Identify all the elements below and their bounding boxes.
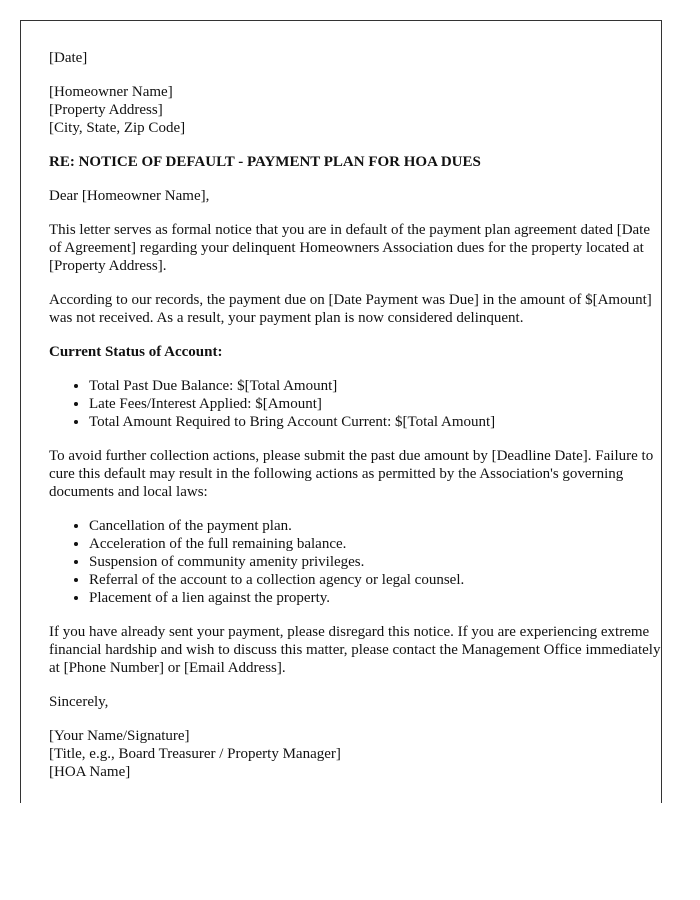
- date: [Date]: [49, 50, 88, 66]
- signature-title: [Title, e.g., Board Treasurer / Property Manager]: [49, 746, 341, 762]
- recipient-address: [Property Address]: [49, 102, 163, 118]
- list-item: • Placement of a lien against the property.: [89, 589, 661, 607]
- list-item: • Late Fees/Interest Applied: $[Amount]: [89, 395, 661, 413]
- list-item: • Referral of the account to a collection agency or legal counsel.: [89, 571, 661, 589]
- status-heading: Current Status of Account:: [49, 344, 223, 360]
- signature-name: [Your Name/Signature]: [49, 728, 190, 744]
- signature-hoa: [HOA Name]: [49, 764, 131, 780]
- paragraph-collection-actions: To avoid further collection actions, please submit the past due amount by [Deadline Date]. Failure to cure this default may result in the following actions as permitted by the Association's governing documents and local laws:: [49, 448, 654, 500]
- paragraph-missed-payment: According to our records, the payment due on [Date Payment was Due] in the amount of $[Amount] was not received. As a result, your payment plan is now considered delinquent.: [49, 292, 652, 326]
- paragraph-default-notice: This letter serves as formal notice that you are in default of the payment plan agreement dated [Date of Agreement] regarding your delinquent Homeowners Association dues for the property located at [Property Address].: [49, 222, 651, 274]
- recipient-city: [City, State, Zip Code]: [49, 120, 186, 136]
- letter-page: [20, 20, 662, 803]
- list-item: • Cancellation of the payment plan.: [89, 517, 661, 535]
- recipient-block: [49, 83, 661, 137]
- recipient-name: [Homeowner Name]: [49, 84, 173, 100]
- actions-list: [49, 517, 661, 607]
- paragraph-contact: If you have already sent your payment, please disregard this notice. If you are experiencing extreme financial hardship and wish to discuss this matter, please contact the Management Office immediately at [Phone Number] or [Email Address].: [49, 624, 661, 676]
- closing: Sincerely,: [49, 694, 109, 710]
- signature-block: [49, 727, 661, 781]
- salutation: Dear [Homeowner Name],: [49, 188, 210, 204]
- list-item: • Acceleration of the full remaining balance.: [89, 535, 661, 553]
- subject-line: RE: NOTICE OF DEFAULT - PAYMENT PLAN FOR HOA DUES: [49, 154, 481, 170]
- list-item: • Suspension of community amenity privileges.: [89, 553, 661, 571]
- list-item: • Total Past Due Balance: $[Total Amount]: [89, 377, 661, 395]
- status-list: [49, 377, 661, 431]
- list-item: • Total Amount Required to Bring Account Current: $[Total Amount]: [89, 413, 661, 431]
